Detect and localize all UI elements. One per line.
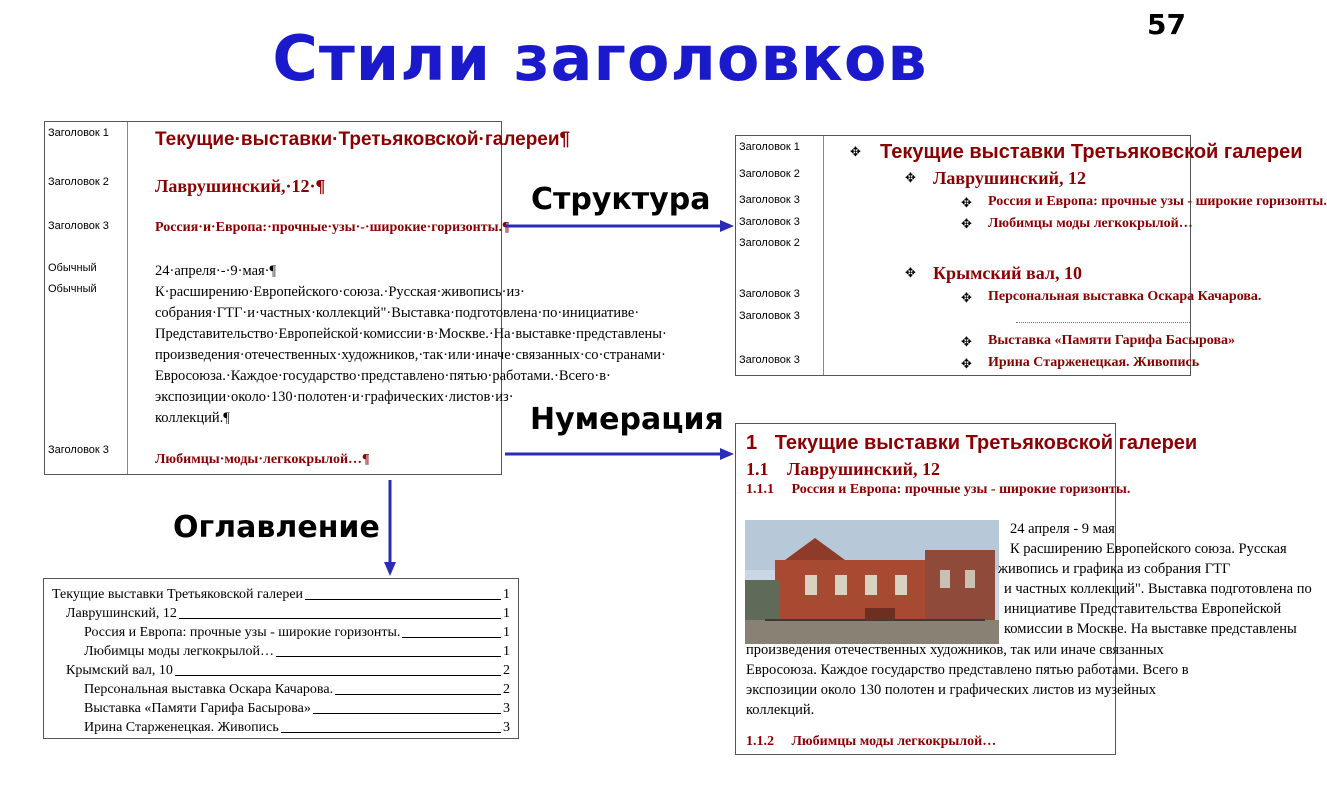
side-text-line: живопись и графика из собрания ГТГ <box>998 561 1231 577</box>
numbered-heading-3: Россия и Европа: прочные узы - широкие горизонты. <box>791 482 1131 497</box>
style-label: Заголовок 1 <box>48 127 109 139</box>
toc-entry-text: Россия и Европа: прочные узы - широкие горизонты. <box>84 625 401 640</box>
heading-number: 1.1.2 <box>746 734 774 749</box>
toc-page-number: 3 <box>503 701 510 716</box>
toc-entry[interactable] <box>52 587 510 603</box>
outline-bullet-icon: ✥ <box>961 196 972 211</box>
toc-page-number: 3 <box>503 720 510 735</box>
toc-entry[interactable] <box>84 625 510 641</box>
body-line: 24·апреля·-·9·мая·¶ <box>155 263 277 279</box>
heading-3-text: Россия·и·Европа:·прочные·узы·-·широкие·горизонты.¶ <box>155 220 510 235</box>
side-text-line: 24 апреля - 9 мая <box>1010 521 1115 537</box>
toc-entry-text: Ирина Старженецкая. Живопись <box>84 720 279 735</box>
toc-page-number: 1 <box>503 625 510 640</box>
outline-heading-3: Россия и Европа: прочные узы - широкие горизонты. <box>988 194 1327 209</box>
toc-page-number: 1 <box>503 587 510 602</box>
toc-entry[interactable] <box>84 720 510 736</box>
body-line: Евросоюза.·Каждое·государство·представлено·пятью·работами.·Всего·в· <box>155 368 611 384</box>
toc-page-number: 2 <box>503 682 510 697</box>
body-line: Евросоюза. Каждое государство представлено пятью работами. Всего в <box>746 662 1189 678</box>
toc-entry[interactable] <box>84 701 510 717</box>
numbered-heading-3: Любимцы моды легкокрылой… <box>791 734 997 749</box>
toc-entry-text: Текущие выставки Третьяковской галереи <box>52 587 304 602</box>
style-label: Заголовок 3 <box>739 288 800 300</box>
toc-entry[interactable] <box>84 644 510 660</box>
toc-entry[interactable] <box>66 663 510 679</box>
style-label: Обычный <box>48 283 97 295</box>
outline-heading-3: Ирина Старженецкая. Живопись <box>988 355 1200 370</box>
toc-entry[interactable] <box>66 606 510 622</box>
side-text-line: инициативе Представительства Европейской <box>1004 601 1282 617</box>
numbered-heading-2: Лаврушинский, 12 <box>787 459 940 479</box>
toc-panel <box>43 578 519 739</box>
numbered-heading-1: Текущие выставки Третьяковской галереи <box>774 432 1198 454</box>
body-line: собрания·ГТГ·и·частных·коллекций"·Выставка·подготовлена·по·инициативе· <box>155 305 640 321</box>
outline-bullet-icon: ✥ <box>961 357 972 372</box>
style-label: Заголовок 2 <box>739 168 800 180</box>
outline-heading-3: Любимцы моды легкокрылой… <box>988 216 1193 231</box>
toc-entry-text: Персональная выставка Оскара Качарова. <box>84 682 334 697</box>
side-text-line: и частных коллекций". Выставка подготовлена по <box>1004 581 1312 597</box>
body-line: произведения·отечественных·художников,·так·или·иначе·связанных·со·странами· <box>155 347 666 363</box>
body-line: коллекций. <box>746 702 815 718</box>
outline-bullet-icon: ✥ <box>961 291 972 306</box>
numbering-arrow <box>500 440 740 470</box>
body-line: произведения отечественных художников, так или иначе связанных <box>746 642 1164 658</box>
outline-heading-2: Лаврушинский, 12 <box>933 168 1086 188</box>
style-label: Заголовок 3 <box>739 194 800 206</box>
toc-page-number: 2 <box>503 663 510 678</box>
body-line: К·расширению·Европейского·союза.·Русская·живопись·из· <box>155 284 525 300</box>
side-text-line: К расширению Европейского союза. Русская <box>1010 541 1287 557</box>
toc-entry-text: Любимцы моды легкокрылой… <box>84 644 275 659</box>
style-label: Заголовок 2 <box>739 237 800 249</box>
toc-entry-text: Лаврушинский, 12 <box>66 606 177 621</box>
body-line: экспозиции·около·130·полотен·и·графических·листов·из· <box>155 389 514 405</box>
heading-2-text: Лаврушинский,·12·¶ <box>155 176 326 196</box>
heading-number: 1.1 <box>746 459 769 479</box>
side-text-line: комиссии в Москве. На выставке представлены <box>1004 621 1297 637</box>
style-label: Заголовок 3 <box>739 354 800 366</box>
body-line: коллекций.¶ <box>155 410 230 426</box>
numbered-view-panel <box>735 423 1312 755</box>
page-number: 57 <box>1147 8 1186 41</box>
style-label: Заголовок 3 <box>739 310 800 322</box>
outline-bullet-icon: ✥ <box>850 145 861 160</box>
toc-entry-text: Выставка «Памяти Гарифа Басырова» <box>84 701 311 716</box>
toc-entry-text: Крымский вал, 10 <box>66 663 173 678</box>
outline-heading-3: Выставка «Памяти Гарифа Басырова» <box>988 333 1236 348</box>
slide-title: Стили заголовков <box>272 22 928 95</box>
outline-bullet-icon: ✥ <box>905 171 916 186</box>
outline-heading-1: Текущие выставки Третьяковской галереи <box>880 141 1303 163</box>
style-label: Заголовок 2 <box>48 176 109 188</box>
body-line: экспозиции около 130 полотен и графических листов из музейных <box>746 682 1157 698</box>
outline-view-panel <box>735 135 1327 376</box>
style-label: Заголовок 1 <box>739 141 800 153</box>
style-label: Заголовок 3 <box>48 220 109 232</box>
heading-number: 1 <box>746 432 758 454</box>
style-label: Обычный <box>48 262 97 274</box>
toc-page-number: 1 <box>503 644 510 659</box>
numbering-label: Нумерация <box>530 402 724 437</box>
outline-heading-3: Персональная выставка Оскара Качарова. <box>988 289 1262 304</box>
heading-1-text: Текущие·выставки·Третьяковской·галереи¶ <box>155 129 571 150</box>
structure-label: Структура <box>531 182 711 217</box>
gallery-building-photo <box>745 520 999 644</box>
collapsed-content-marker <box>1016 322 1190 323</box>
outline-heading-2: Крымский вал, 10 <box>933 263 1082 283</box>
toc-page-number: 1 <box>503 606 510 621</box>
toc-entry[interactable] <box>84 682 510 698</box>
style-label: Заголовок 3 <box>739 216 800 228</box>
heading-number: 1.1.1 <box>746 482 774 497</box>
style-label: Заголовок 3 <box>48 444 109 456</box>
heading-3-text: Любимцы·моды·легкокрылой…¶ <box>155 452 370 467</box>
outline-bullet-icon: ✥ <box>961 335 972 350</box>
outline-bullet-icon: ✥ <box>905 266 916 281</box>
outline-bullet-icon: ✥ <box>961 217 972 232</box>
body-line: Представительство·Европейской·комиссии·в·Москве.·На·выставке·представлены· <box>155 326 667 342</box>
toc-label: Оглавление <box>173 510 380 545</box>
style-area <box>45 122 128 474</box>
